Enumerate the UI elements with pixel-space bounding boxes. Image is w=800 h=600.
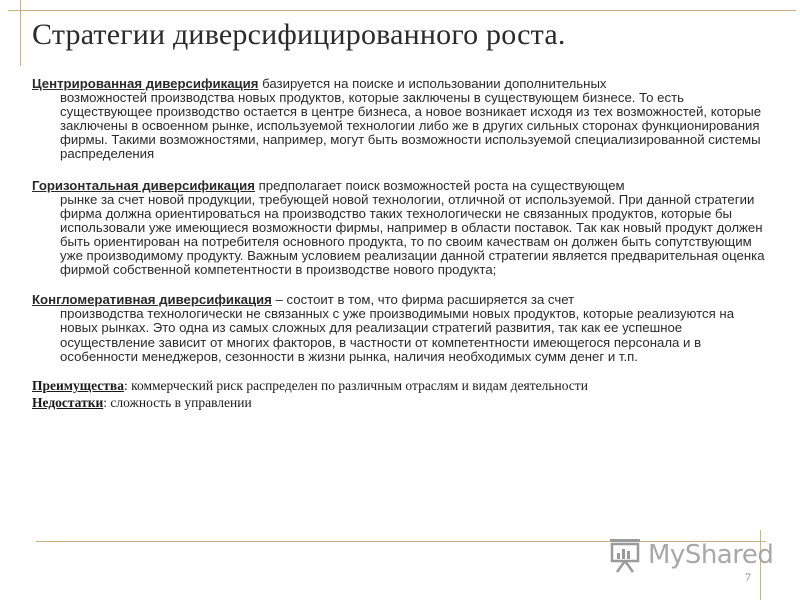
advantages-note [32, 377, 772, 394]
slide-body [32, 77, 772, 411]
lead-text: – состоит в том, что фирма расширяется за счет [271, 292, 575, 308]
term-conglomerate-diversification: Конгломеративная диверсификация [32, 292, 272, 308]
frame-left-line [20, 0, 21, 66]
disadvantages-text: : сложность в управлении [103, 394, 252, 410]
paragraph-horizontal-diversification [32, 179, 772, 278]
paragraph-continuation: производства технологически не связанных с уже производимыми новых продуктов, которые реализуются на новых рынках. Это одна из самых сложных для реализации стратегий развития, так как ее успешное осуществление зависит от многих факторов, в частности от компетентности имеющегося персонала и в особенности менеджеров, сезонности в жизни рынка, наличия необходимых сумм денег и т.п. [60, 306, 735, 364]
paragraph-lead-line [32, 293, 772, 307]
paragraph-lead-line [32, 179, 772, 193]
frame-top-line [8, 10, 796, 11]
myshared-logo[interactable] [605, 536, 774, 574]
paragraph-continuation: рынке за счет новой продукции, требующей новой технологии, отличной от используемой. При данной стратегии фирма должна ориентироваться на производство таких технологически не связанных продуктов, которые бы использовали уже имеющиеся возможности фирмы, например в области поставок. Так как новый продукт должен быть ориентирован на потребителя основного продукта, то по своим качествам он должен быть сопутствующим уже производимому продукту. Важным условием реализации данной стратегии является предварительная оценка фирмой собственной компетентности в производстве нового продукта; [60, 191, 765, 278]
logo-text: MyShared [648, 540, 774, 570]
page-number: 7 [745, 570, 751, 584]
lead-text: предполагает поиск возможностей роста на существующем [254, 177, 625, 193]
paragraph-centered-diversification [32, 77, 772, 162]
advantages-label: Преимущества [32, 377, 124, 393]
advantages-text: : коммерческий риск распределен по различным отраслям и видам деятельности [123, 377, 588, 393]
lead-text: базируется на поиске и использовании дополнительных [258, 76, 607, 91]
paragraph-lead-line [32, 77, 772, 91]
term-centered-diversification: Центрированная диверсификация [32, 76, 259, 91]
disadvantages-label: Недостатки [32, 394, 104, 410]
term-horizontal-diversification: Горизонтальная диверсификация [32, 177, 255, 193]
slide-title: Стратегии диверсифицированного роста. [32, 18, 566, 51]
paragraph-continuation: возможностей производства новых продуктов, которые заключены в существующем бизнесе. То есть существующее производство остается в центре бизнеса, а новое возникает исходя из тех возможностей, которые заключены в освоенном рынке, используемой технологии либо же в других сильных сторонах функционирования фирмы. Такими возможностями, например, могут быть возможности используемой специализированной системы распределения [60, 90, 762, 162]
disadvantages-note [32, 394, 772, 411]
paragraph-conglomerate-diversification [32, 293, 772, 363]
presentation-board-icon [605, 536, 645, 574]
